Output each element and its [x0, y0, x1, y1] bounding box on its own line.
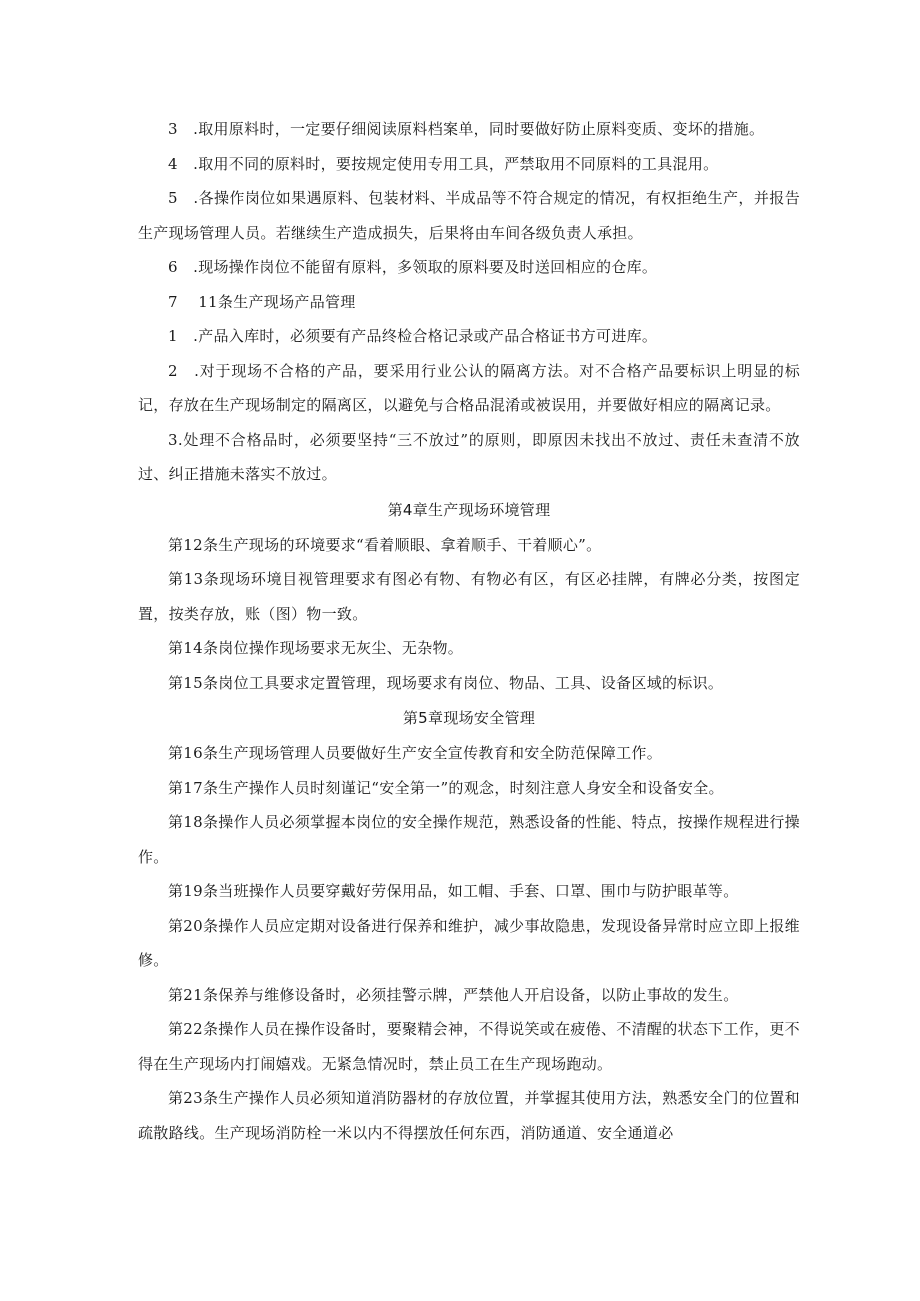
- article-14: 第14条岗位操作现场要求无灰尘、无杂物。: [168, 639, 464, 657]
- paragraph-item-5: 5 .各操作岗位如果遇原料、包装材料、半成品等不符合规定的情况，有权拒绝生产，并报告生产现场管理人员。若继续生产造成损失，后果将由车间各级负责人承担。: [138, 189, 800, 242]
- article-20: 第20条操作人员应定期对设备进行保养和维护，减少事故隐患，发现设备异常时应立即上报维修。: [138, 916, 800, 969]
- article-13: 第13条现场环境目视管理要求有图必有物、有物必有区，有区必挂牌，有牌必分类，按图定置，按类存放，账（图）物一致。: [138, 570, 800, 623]
- article-23: 第23条生产操作人员必须知道消防器材的存放位置，并掌握其使用方法，熟悉安全门的位置和疏散路线。生产现场消防栓一米以内不得摆放任何东西，消防通道、安全通道必: [138, 1089, 800, 1142]
- paragraph-item-6: 6 .现场操作岗位不能留有原料，多领取的原料要及时送回相应的仓库。: [168, 258, 658, 276]
- article-12: 第12条生产现场的环境要求“看着顺眼、拿着顺手、干着顺心”。: [168, 535, 602, 554]
- paragraph-item-1: 1 .产品入库时，必须要有产品终检合格记录或产品合格证书方可进库。: [168, 327, 658, 345]
- document-body: [138, 112, 800, 1150]
- paragraph-item-3b: 3.处理不合格品时，必须要坚持“三不放过”的原则，即原因未找出不放过、责任未查清不放过、纠正措施未落实不放过。: [138, 430, 800, 483]
- article-11-title: 7 11条生产现场产品管理: [168, 292, 356, 311]
- article-21: 第21条保养与维修设备时，必须挂警示牌，严禁他人开启设备，以防止事故的发生。: [168, 985, 739, 1004]
- article-16: 第16条生产现场管理人员要做好生产安全宣传教育和安全防范保障工作。: [168, 744, 662, 762]
- article-19: 第19条当班操作人员要穿戴好劳保用品，如工帽、手套、口罩、围巾与防护眼革等。: [168, 882, 739, 900]
- paragraph-item-4: 4 .取用不同的原料时，要按规定使用专用工具，严禁取用不同原料的工具混用。: [168, 154, 719, 173]
- paragraph-item-3: 3 .取用原料时，一定要仔细阅读原料档案单，同时要做好防止原料变质、变坏的措施。: [168, 120, 765, 138]
- chapter-5-heading: 第5章现场安全管理: [402, 709, 536, 727]
- chapter-4-heading: 第4章生产现场环境管理: [387, 500, 551, 519]
- paragraph-item-2: 2 .对于现场不合格的产品，要采用行业公认的隔离方法。对不合格产品要标识上明显的标记，存放在生产现场制定的隔离区，以避免与合格品混淆或被误用，并要做好相应的隔离记录。: [138, 361, 800, 414]
- article-15: 第15条岗位工具要求定置管理，现场要求有岗位、物品、工具、设备区域的标识。: [168, 673, 724, 692]
- article-22: 第22条操作人员在操作设备时，要聚精会神，不得说笑或在疲倦、不清醒的状态下工作，更不得在生产现场内打闹嬉戏。无紧急情况时，禁止员工在生产现场跑动。: [138, 1020, 800, 1073]
- article-18: 第18条操作人员必须掌握本岗位的安全操作规范，熟悉设备的性能、特点，按操作规程进行操作。: [138, 813, 800, 866]
- article-17: 第17条生产操作人员时刻谨记“安全第一”的观念，时刻注意人身安全和设备安全。: [168, 778, 724, 797]
